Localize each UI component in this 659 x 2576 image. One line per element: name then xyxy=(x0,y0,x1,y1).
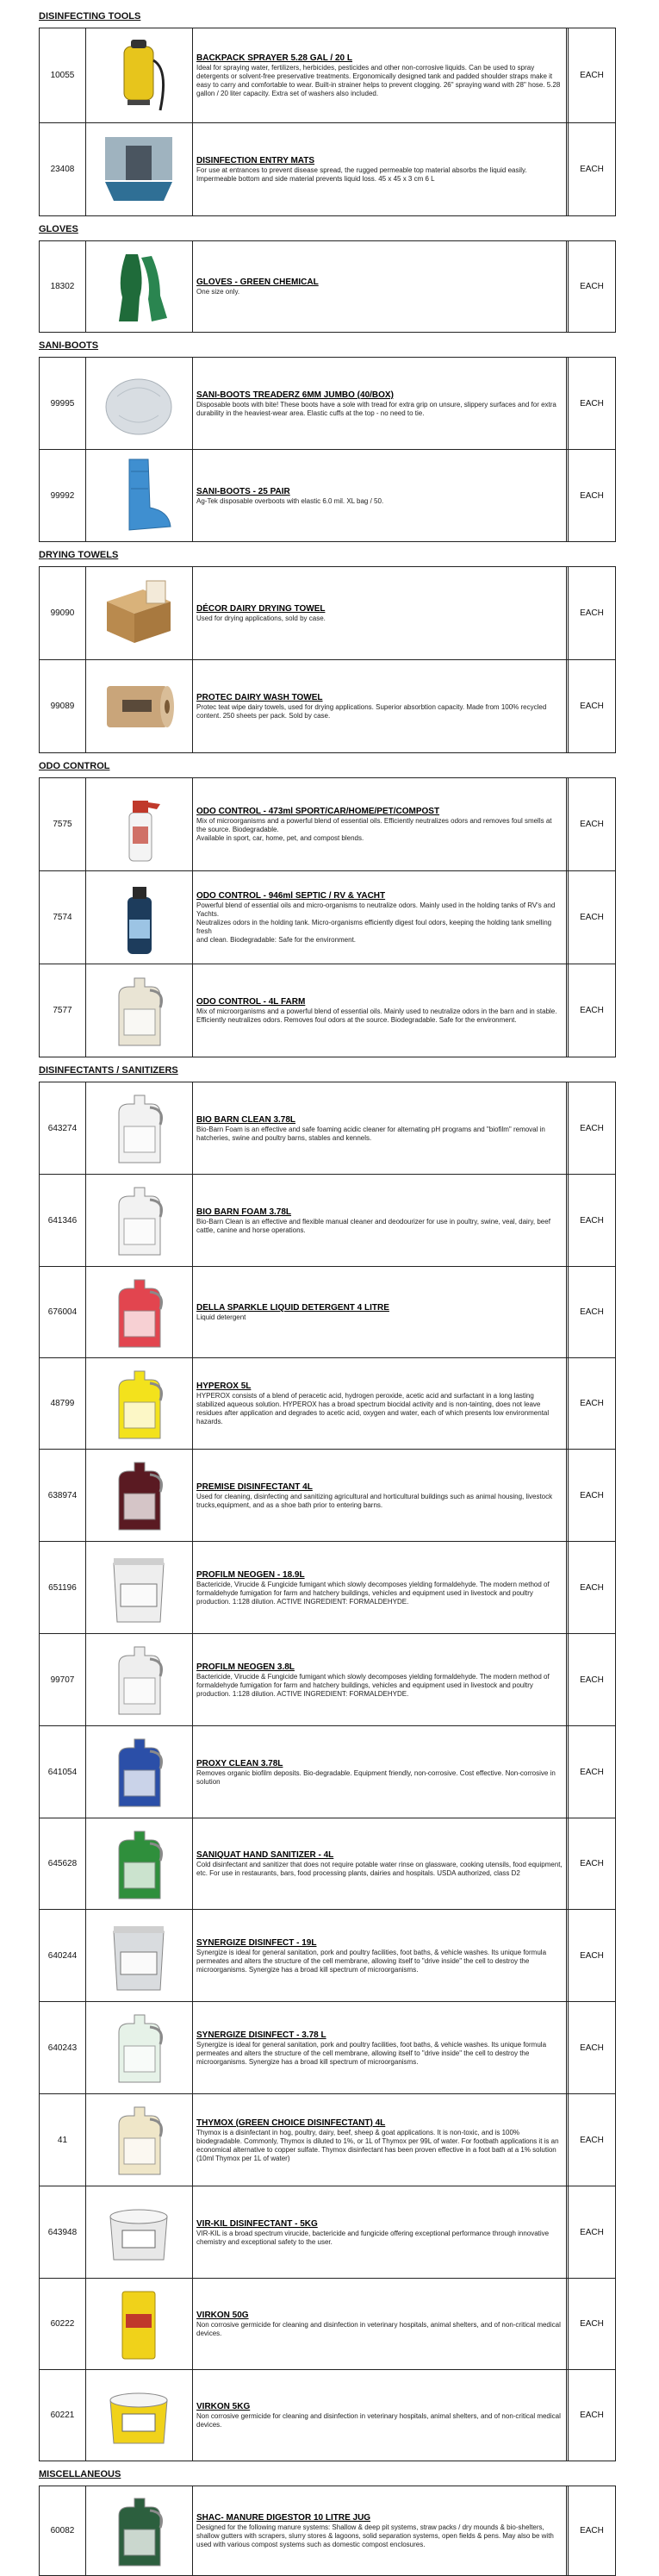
pail-image xyxy=(85,1542,192,1634)
product-row xyxy=(40,2094,616,2186)
product-code: 676004 xyxy=(40,1267,86,1358)
catalog-section xyxy=(0,10,659,216)
product-table xyxy=(39,777,616,1057)
product-unit: EACH xyxy=(568,1358,615,1450)
product-row xyxy=(40,2279,616,2370)
product-code: 638974 xyxy=(40,1450,86,1542)
product-unit: EACH xyxy=(568,2279,615,2370)
product-row xyxy=(40,2370,616,2461)
product-description-cell xyxy=(193,1818,567,1910)
product-description: Mix of microorganisms and a powerful blend of essential oils. Mainly used to neutralize odors in the barn and in stable. Efficiently neutralizes odors. Removes foul odors at the source. Biodegradable. Safe for the environment. xyxy=(196,1007,557,1024)
product-table xyxy=(39,28,616,216)
product-name: PROFILM NEOGEN - 18.9L xyxy=(196,1569,305,1580)
product-unit: EACH xyxy=(568,28,615,123)
product-row xyxy=(40,1082,616,1175)
section-title: DISINFECTING TOOLS xyxy=(39,11,141,22)
product-name: SHAC- MANURE DIGESTOR 10 LITRE JUG xyxy=(196,2513,371,2523)
product-row xyxy=(40,1450,616,1542)
product-description-cell xyxy=(193,1175,567,1267)
product-description: One size only. xyxy=(196,288,240,296)
product-code: 7575 xyxy=(40,778,86,871)
jug-image xyxy=(85,964,192,1057)
product-description-cell xyxy=(193,2279,567,2370)
product-description-cell xyxy=(193,2486,567,2576)
product-row xyxy=(40,1910,616,2002)
product-description-cell xyxy=(193,28,567,123)
jug-image xyxy=(85,2486,192,2576)
product-row xyxy=(40,964,616,1057)
product-description-cell xyxy=(193,1726,567,1818)
product-unit: EACH xyxy=(568,1267,615,1358)
product-name: PROFILM NEOGEN 3.8L xyxy=(196,1662,295,1672)
jug-image xyxy=(85,1175,192,1267)
product-table xyxy=(39,240,616,333)
product-name: VIR-KIL DISINFECTANT - 5KG xyxy=(196,2218,318,2229)
product-code: 651196 xyxy=(40,1542,86,1634)
product-description-cell xyxy=(193,123,567,216)
jug-image xyxy=(85,1358,192,1450)
product-description-cell xyxy=(193,2002,567,2094)
product-table xyxy=(39,357,616,542)
catalog-section xyxy=(0,1064,659,2461)
jug-image xyxy=(85,1450,192,1542)
product-row xyxy=(40,1726,616,1818)
product-description: Cold disinfectant and sanitizer that does not require potable water rinse on glassware, cooking utensils, food equipment, etc. For use in restaurants, bars, food processing plants, dairies and hospitals. USDA authorized, class D2 xyxy=(196,1861,563,1877)
product-description: Bio-Barn Clean is an effective and flexible manual cleaner and deodourizer for use in poultry, swine, veal, dairy, beef cattle, canine and horse operations. xyxy=(196,1217,550,1234)
catalog-section xyxy=(0,223,659,333)
section-title: DISINFECTANTS / SANITIZERS xyxy=(39,1065,178,1076)
product-name: DELLA SPARKLE LIQUID DETERGENT 4 LITRE xyxy=(196,1303,389,1313)
jug-image xyxy=(85,1818,192,1910)
product-unit: EACH xyxy=(568,241,615,333)
product-name: SANI-BOOTS TREADERZ 6MM JUMBO (40/BOX) xyxy=(196,390,394,400)
product-row xyxy=(40,358,616,450)
product-code: 641346 xyxy=(40,1175,86,1267)
product-row xyxy=(40,1267,616,1358)
catalog-section xyxy=(0,340,659,542)
product-description: Mix of microorganisms and a powerful blend of essential oils. Efficiently neutralizes odors and removes foul smells at the source. Biodegradable. Available in sport, car, home, pet, and compost blends. xyxy=(196,817,552,842)
product-code: 643948 xyxy=(40,2186,86,2279)
product-code: 641054 xyxy=(40,1726,86,1818)
section-title: SANI-BOOTS xyxy=(39,340,99,351)
product-code: 99090 xyxy=(40,567,86,660)
section-title: ODO CONTROL xyxy=(39,761,110,771)
product-name: PROTEC DAIRY WASH TOWEL xyxy=(196,693,323,702)
product-description: Non corrosive germicide for cleaning and disinfection in veterinary hospitals, animal shelters, and of non-critical medical devices. xyxy=(196,2412,561,2429)
product-unit: EACH xyxy=(568,2370,615,2461)
product-description: Thymox is a disinfectant in hog, poultry, dairy, beef, sheep & goat applications. It is non-toxic, and is 100% biodegradable. Commonly, Thymox is diluted to 1%, or 1L of Thymox per 99L of water. For footbath applications it is an economical alternative to copper sulfate. Thymox disinfectant has been proven effective in a foot bath at a 1% solution (10ml Thymox per 1L of water) xyxy=(196,2128,559,2162)
product-name: SANI-BOOTS - 25 PAIR xyxy=(196,486,290,496)
product-code: 640243 xyxy=(40,2002,86,2094)
product-description: Powerful blend of essential oils and micro-organisms to neutralize odors. Mainly used in the holding tanks of RV's and Yachts. Neutralizes odors in the holding tank. Micro-organisms efficiently digest foul odors, keeping the holding tank smelling fresh and clean. Biodegradable: Safe for the environment. xyxy=(196,901,556,944)
towel-box-image xyxy=(85,567,192,660)
product-unit: EACH xyxy=(568,450,615,542)
green-gloves-image xyxy=(85,241,192,333)
product-row xyxy=(40,1634,616,1726)
product-description-cell xyxy=(193,1358,567,1450)
product-description: Synergize is ideal for general sanitation, pork and poultry facilities, foot baths, & vehicle washes. Its unique formula permeates and alters the structure of the cell membrane, allowing itself to "drive inside" the cell to destroy the microorganisms. Synergize has a broad kill spectrum of microorganisms. xyxy=(196,2040,547,2066)
spray-bottle-image xyxy=(85,778,192,871)
product-row xyxy=(40,778,616,871)
product-unit: EACH xyxy=(568,871,615,964)
product-row xyxy=(40,2486,616,2576)
product-description-cell xyxy=(193,778,567,871)
sachet-image xyxy=(85,2279,192,2370)
product-row xyxy=(40,567,616,660)
product-description-cell xyxy=(193,1910,567,2002)
product-code: 7574 xyxy=(40,871,86,964)
product-row xyxy=(40,28,616,123)
jug-image xyxy=(85,1726,192,1818)
product-row xyxy=(40,1175,616,1267)
product-unit: EACH xyxy=(568,1634,615,1726)
product-row xyxy=(40,123,616,216)
product-description: Ag-Tek disposable overboots with elastic 6.0 mil. XL bag / 50. xyxy=(196,496,384,505)
product-code: 640244 xyxy=(40,1910,86,2002)
product-name: THYMOX (GREEN CHOICE DISINFECTANT) 4L xyxy=(196,2118,386,2128)
product-code: 18302 xyxy=(40,241,86,333)
jug-image xyxy=(85,2094,192,2186)
product-name: BACKPACK SPRAYER 5.28 GAL / 20 L xyxy=(196,53,352,63)
product-description: Used for drying applications, sold by case. xyxy=(196,614,326,622)
product-code: 41 xyxy=(40,2094,86,2186)
product-description-cell xyxy=(193,2186,567,2279)
catalog-section xyxy=(0,549,659,753)
catalog-section xyxy=(0,760,659,1057)
product-description-cell xyxy=(193,964,567,1057)
catalog-section xyxy=(0,2468,659,2576)
product-table xyxy=(39,566,616,753)
tub-image xyxy=(85,2370,192,2461)
product-description: Liquid detergent xyxy=(196,1313,246,1321)
product-code: 99707 xyxy=(40,1634,86,1726)
bottle-image xyxy=(85,871,192,964)
jug-image xyxy=(85,1082,192,1175)
product-unit: EACH xyxy=(568,1818,615,1910)
product-row xyxy=(40,2186,616,2279)
product-table xyxy=(39,2486,616,2576)
product-description: Non corrosive germicide for cleaning and disinfection in veterinary hospitals, animal shelters, and of non-critical medical devices. xyxy=(196,2321,561,2337)
section-title: MISCELLANEOUS xyxy=(39,2469,121,2479)
product-code: 48799 xyxy=(40,1358,86,1450)
product-row xyxy=(40,871,616,964)
product-description: Bactericide, Virucide & Fungicide fumigant which slowly decomposes yielding formaldehyde. The modern method of formaldehyde fumigation for farm and hatchery buildings, vehicles and equipment used in livestock and poultry production. 1:128 dilution. ACTIVE INGREDIENT: FORMALDEHYDE. xyxy=(196,1672,550,1698)
product-description: Used for cleaning, disinfecting and sanitizing agricultural and horticultural buildings such as animal housing, livestock trucks,equipment, and as a shoe bath prior to entering barns. xyxy=(196,1492,553,1509)
product-description-cell xyxy=(193,660,567,753)
product-unit: EACH xyxy=(568,2094,615,2186)
product-description: Bactericide, Virucide & Fungicide fumigant which slowly decomposes yielding formaldehyde. The modern method of formaldehyde fumigation for farm and hatchery buildings, vehicles and equipment used in livestock and poultry production. 1:128 dilution. ACTIVE INGREDIENT: FORMALDEHYDE. xyxy=(196,1580,550,1606)
product-name: SANIQUAT HAND SANITIZER - 4L xyxy=(196,1850,334,1860)
towel-roll-image xyxy=(85,660,192,753)
product-unit: EACH xyxy=(568,358,615,450)
product-unit: EACH xyxy=(568,2486,615,2576)
product-code: 7577 xyxy=(40,964,86,1057)
product-description: Protec teat wipe dairy towels, used for drying applications. Superior absorbtion capacity. Made from 100% recycled content. 250 sheets per pack. Sold by case. xyxy=(196,703,547,720)
section-title: GLOVES xyxy=(39,224,78,234)
product-name: BIO BARN FOAM 3.78L xyxy=(196,1207,292,1217)
product-name: GLOVES - GREEN CHEMICAL xyxy=(196,278,319,287)
product-code: 99089 xyxy=(40,660,86,753)
product-unit: EACH xyxy=(568,1175,615,1267)
product-code: 99992 xyxy=(40,450,86,542)
product-description-cell xyxy=(193,567,567,660)
product-description-cell xyxy=(193,358,567,450)
product-table xyxy=(39,1082,616,2461)
product-name: SYNERGIZE DISINFECT - 19L xyxy=(196,1937,317,1948)
product-unit: EACH xyxy=(568,1450,615,1542)
jug-image xyxy=(85,2002,192,2094)
product-name: VIRKON 50G xyxy=(196,2311,249,2320)
product-name: PROXY CLEAN 3.78L xyxy=(196,1758,283,1768)
product-row xyxy=(40,1542,616,1634)
product-row xyxy=(40,660,616,753)
product-description-cell xyxy=(193,1450,567,1542)
product-name: ODO CONTROL - 946ml SEPTIC / RV & YACHT xyxy=(196,891,386,901)
product-description: For use at entrances to prevent disease spread, the rugged permeable top material absorbs the liquid easily. Impermeable bottom and side material prevents liquid loss. 45 x 45 x 3 cm 6 L xyxy=(196,166,527,183)
product-code: 10055 xyxy=(40,28,86,123)
product-name: ODO CONTROL - 473ml SPORT/CAR/HOME/PET/COMPOST xyxy=(196,807,440,816)
product-description: Synergize is ideal for general sanitation, pork and poultry facilities, foot baths, & vehicle washes. Its unique formula permeates and alters the structure of the cell membrane, allowing itself to "drive inside" the cell to destroy the microorganisms. Synergize has a broad kill spectrum of microorganisms. xyxy=(196,1948,547,1974)
product-description: HYPEROX consists of a blend of peracetic acid, hydrogen peroxide, acetic acid and surfactant in a long lasting stabilized aqueous solution. HYPEROX has a broad spectrum biocidal activity and is non-tainting, does not leave residues after application and degrades to acetic acid, oxygen and water, each of which presents low environmental hazards. xyxy=(196,1392,550,1425)
product-unit: EACH xyxy=(568,660,615,753)
product-row xyxy=(40,1818,616,1910)
product-code: 60221 xyxy=(40,2370,86,2461)
product-code: 23408 xyxy=(40,123,86,216)
product-description: Ideal for spraying water, fertilizers, herbicides, pesticides and other non-corrosive liquids. Can be used to spray detergents or solvent-free preservative treatments. Ergonomically designed tank and padded shoulder straps make it easy to carry and comfortable to wear. Built-in strainer helps to prevent clogging. 26" spraying wand with 28" hose. 5.28 gallon / 20 liter capacity. Extra set of washers also included. xyxy=(196,64,561,97)
section-title: DRYING TOWELS xyxy=(39,550,119,560)
product-description: VIR-KIL is a broad spectrum virucide, bactericide and fungicide offering exceptional performance through innovative chemistry and exceptional safety to the user. xyxy=(196,2229,550,2246)
jug-image xyxy=(85,1267,192,1358)
product-description: Disposable boots with bite! These boots have a sole with tread for extra grip on unsure, slippery surfaces and for extra durability in the heaviest-wear area. Elastic cuffs at the top - no need to tie. xyxy=(196,400,556,417)
tub-image xyxy=(85,2186,192,2279)
product-name: ODO CONTROL - 4L FARM xyxy=(196,997,306,1007)
product-description-cell xyxy=(193,2094,567,2186)
product-name: HYPEROX 5L xyxy=(196,1382,252,1391)
product-code: 60082 xyxy=(40,2486,86,2576)
product-row xyxy=(40,2002,616,2094)
blue-boot-covers-image xyxy=(85,450,192,542)
product-row xyxy=(40,450,616,542)
product-unit: EACH xyxy=(568,1082,615,1175)
product-description: Designed for the following manure systems: Shallow & deep pit systems, straw packs / dry mounds & bio-shelters, shallow gutters with scrapers, slurry stores & lagoons, solid separation systems, open fields & pens. May also be with used with various compost systems such as domestic compost enclosures. xyxy=(196,2523,554,2548)
product-row xyxy=(40,1358,616,1450)
product-description: Bio-Barn Foam is an effective and safe foaming acidic cleaner for alternating pH programs and "biofilm" removal in hatcheries, swine and poultry barns, stables and kennels. xyxy=(196,1125,545,1142)
product-code: 645628 xyxy=(40,1818,86,1910)
product-unit: EACH xyxy=(568,1910,615,2002)
product-description: Removes organic biofilm deposits. Bio-degradable. Equipment friendly, non-corrosive. Cost effective. Non-corrosive in solution xyxy=(196,1768,556,1786)
product-description-cell xyxy=(193,450,567,542)
product-unit: EACH xyxy=(568,1726,615,1818)
product-unit: EACH xyxy=(568,2002,615,2094)
product-description-cell xyxy=(193,871,567,964)
product-name: PREMISE DISINFECTANT 4L xyxy=(196,1481,313,1492)
product-description-cell xyxy=(193,1634,567,1726)
product-unit: EACH xyxy=(568,778,615,871)
backpack-sprayer-image xyxy=(85,28,192,123)
product-description-cell xyxy=(193,1542,567,1634)
product-name: DISINFECTION ENTRY MATS xyxy=(196,156,315,165)
product-name: BIO BARN CLEAN 3.78L xyxy=(196,1114,296,1125)
product-unit: EACH xyxy=(568,1542,615,1634)
entry-mat-image xyxy=(85,123,192,216)
product-code: 99995 xyxy=(40,358,86,450)
clear-boot-covers-image xyxy=(85,358,192,450)
product-name: DÉCOR DAIRY DRYING TOWEL xyxy=(196,604,326,614)
product-unit: EACH xyxy=(568,123,615,216)
product-description-cell xyxy=(193,2370,567,2461)
product-description-cell xyxy=(193,1267,567,1358)
pail-image xyxy=(85,1910,192,2002)
product-code: 643274 xyxy=(40,1082,86,1175)
product-unit: EACH xyxy=(568,567,615,660)
product-unit: EACH xyxy=(568,964,615,1057)
product-unit: EACH xyxy=(568,2186,615,2279)
product-description-cell xyxy=(193,241,567,333)
jug-image xyxy=(85,1634,192,1726)
product-row xyxy=(40,241,616,333)
product-name: VIRKON 5KG xyxy=(196,2402,251,2411)
product-description-cell xyxy=(193,1082,567,1175)
product-name: SYNERGIZE DISINFECT - 3.78 L xyxy=(196,2030,326,2040)
product-code: 60222 xyxy=(40,2279,86,2370)
